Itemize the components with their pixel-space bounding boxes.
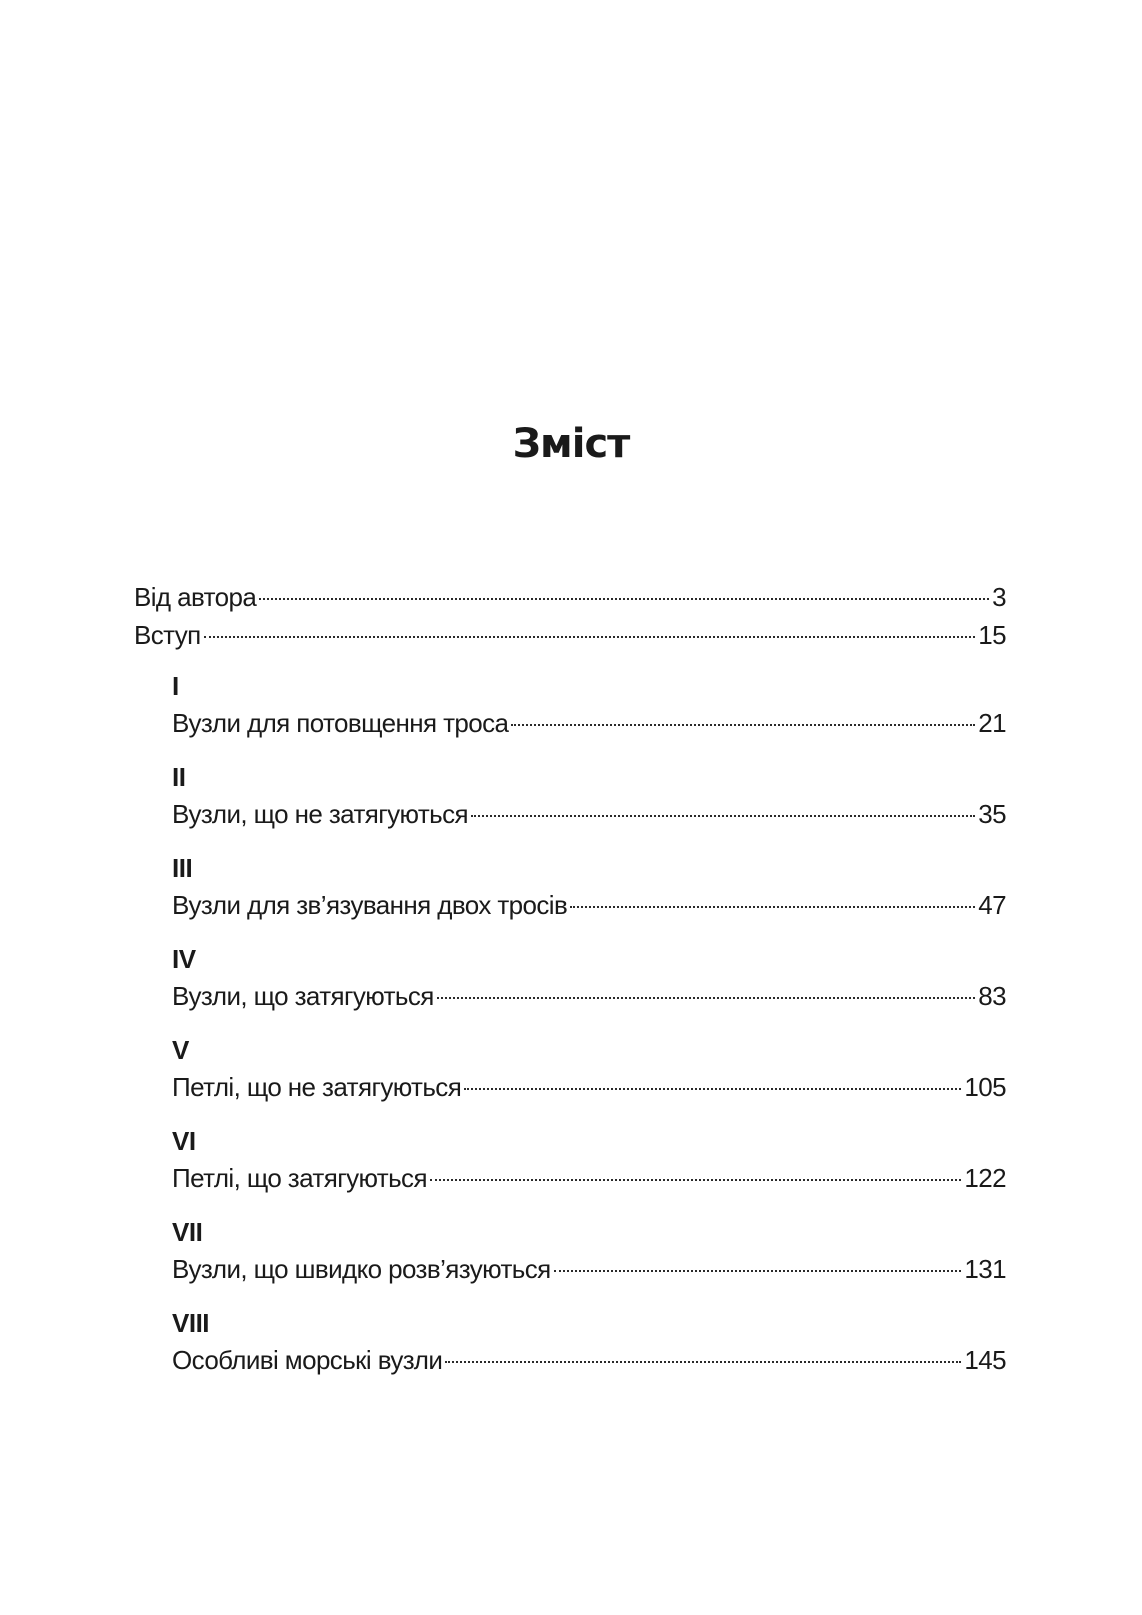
dot-leader	[259, 598, 989, 600]
chapter-numeral: VI	[172, 1126, 196, 1156]
dot-leader	[430, 1179, 961, 1181]
toc-entry-label: Вузли, що затягуються	[172, 981, 434, 1011]
chapter-numeral: III	[172, 853, 193, 883]
toc-entry-page: 131	[964, 1254, 1006, 1284]
chapter-list	[134, 668, 1006, 1379]
toc-entry-label: Від автора	[134, 582, 257, 612]
dot-leader	[437, 997, 976, 999]
toc-entry-page: 122	[964, 1163, 1006, 1193]
chapter-3	[172, 850, 1006, 924]
toc-entry	[172, 886, 1006, 924]
dot-leader	[554, 1270, 962, 1272]
toc-entry-label: Вступ	[134, 620, 201, 650]
chapter-8	[172, 1305, 1006, 1379]
toc-entry-page: 21	[978, 708, 1006, 738]
toc-entry-introduction	[134, 616, 1006, 654]
front-matter	[134, 578, 1006, 654]
dot-leader	[445, 1361, 961, 1363]
toc-entry-label: Петлі, що затягуються	[172, 1163, 427, 1193]
chapter-5	[172, 1032, 1006, 1106]
chapter-1	[172, 668, 1006, 742]
toc-entry-page: 83	[978, 981, 1006, 1011]
chapter-2	[172, 759, 1006, 833]
toc-entry-label: Вузли для потовщення троса	[172, 708, 509, 738]
chapter-numeral: VII	[172, 1217, 203, 1247]
dot-leader	[471, 815, 975, 817]
chapter-4	[172, 941, 1006, 1015]
toc-entry-page: 3	[992, 582, 1006, 612]
toc-entry	[172, 977, 1006, 1015]
dot-leader	[464, 1088, 961, 1090]
dot-leader	[570, 906, 975, 908]
toc-entry-page: 15	[978, 620, 1006, 650]
chapter-numeral: IV	[172, 944, 196, 974]
chapter-numeral: I	[172, 671, 179, 701]
toc-entry	[172, 795, 1006, 833]
toc-entry-page: 35	[978, 799, 1006, 829]
toc-entry-label: Вузли, що швидко розв’язуються	[172, 1254, 551, 1284]
toc-entry-label: Петлі, що не затягуються	[172, 1072, 462, 1102]
toc-entry-page: 47	[978, 890, 1006, 920]
toc-entry-label: Особливі морські вузли	[172, 1345, 443, 1375]
toc-entry	[172, 1159, 1006, 1197]
toc-entry	[172, 704, 1006, 742]
toc-entry	[172, 1250, 1006, 1288]
dot-leader	[204, 636, 976, 638]
chapter-7	[172, 1214, 1006, 1288]
toc-entry	[172, 1068, 1006, 1106]
table-of-contents	[134, 578, 1006, 1396]
dot-leader	[511, 724, 975, 726]
chapter-6	[172, 1123, 1006, 1197]
toc-entry-page: 145	[964, 1345, 1006, 1375]
toc-entry-label: Вузли для зв’язування двох тросів	[172, 890, 568, 920]
chapter-numeral: II	[172, 762, 186, 792]
chapter-numeral: VIII	[172, 1308, 210, 1338]
toc-entry-label: Вузли, що не затягуються	[172, 799, 468, 829]
toc-entry-page: 105	[964, 1072, 1006, 1102]
toc-entry	[172, 1341, 1006, 1379]
toc-entry-from-author	[134, 578, 1006, 616]
page-title: Зміст	[512, 421, 630, 467]
chapter-numeral: V	[172, 1035, 189, 1065]
